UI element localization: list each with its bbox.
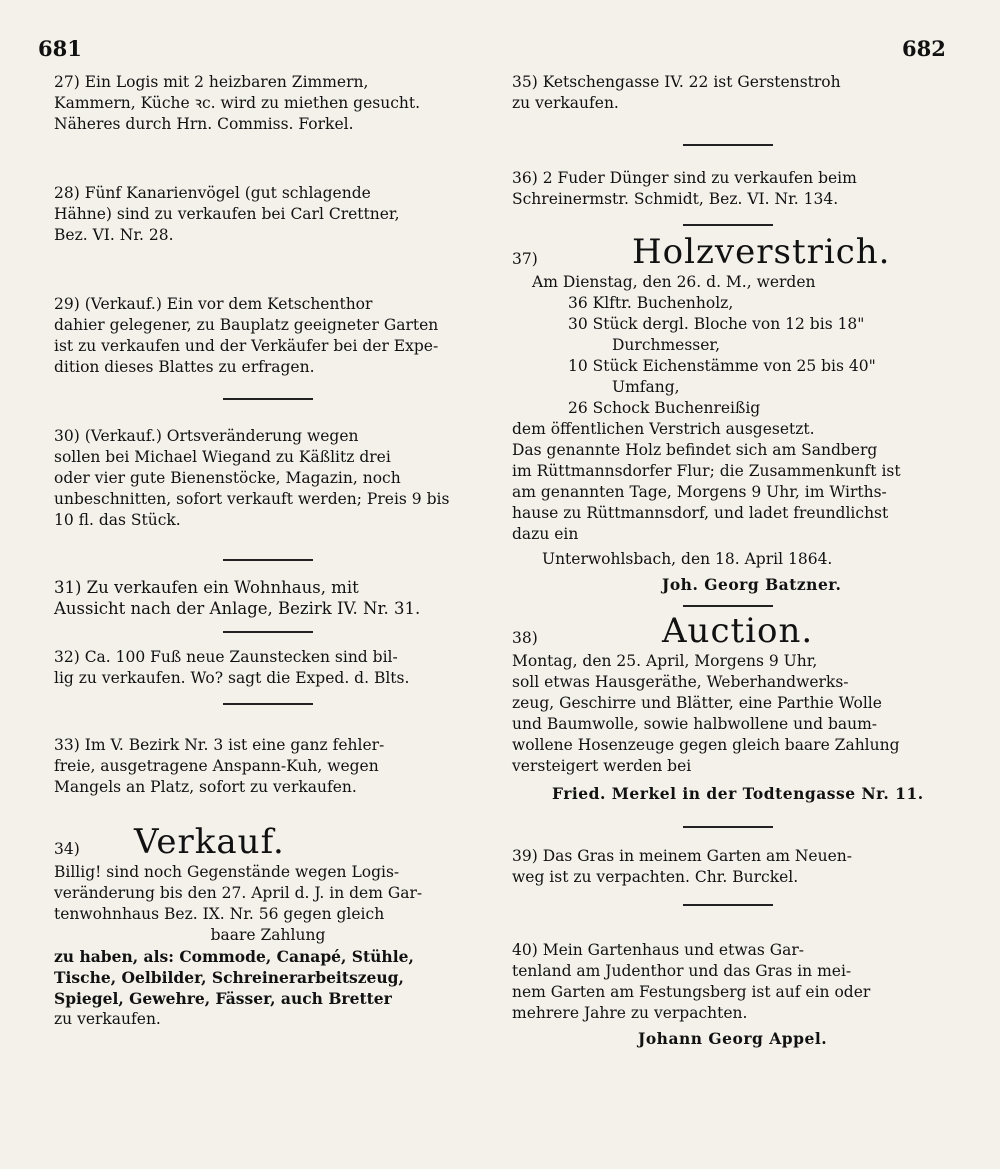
ad-29-line: 29) (Verkauf.) Ein vor dem Ketschenthor: [54, 295, 373, 313]
ad-27-line: Kammern, Küche ꝛc. wird zu miethen gesucht.: [54, 94, 421, 112]
ad-34-line: zu verkaufen.: [54, 1010, 161, 1028]
ad-40-line: nem Garten am Festungsberg ist auf ein oder: [512, 983, 871, 1001]
ad-37-item: Umfang,: [612, 378, 680, 396]
ad-34-line: zu haben, als: Commode, Canapé, Stühle,: [54, 947, 414, 966]
ad-30: [54, 426, 482, 531]
ad-37-line: Das genannte Holz befindet sich am Sandberg: [512, 441, 878, 459]
ad-30-line: 10 fl. das Stück.: [54, 511, 181, 529]
ad-38-line: Montag, den 25. April, Morgens 9 Uhr,: [512, 652, 818, 670]
ad-27: [54, 72, 482, 135]
ad-37-line: hause zu Rüttmannsdorf, und ladet freundlichst: [512, 504, 889, 522]
ad-28: [54, 183, 482, 246]
ad-27-line: Näheres durch Hrn. Commiss. Forkel.: [54, 115, 354, 133]
page-number-left: 681: [38, 36, 82, 61]
ad-29-line: dahier gelegener, zu Bauplatz geeigneter Garten: [54, 316, 439, 334]
ad-38-heading: Auction.: [662, 611, 814, 651]
ad-39: [512, 846, 944, 888]
right-column: [512, 72, 944, 1049]
ad-34-line: Spiegel, Gewehre, Fässer, auch Bretter: [54, 989, 392, 1008]
ad-35-line: 35) Ketschengasse IV. 22 ist Gerstenstroh: [512, 73, 841, 91]
ad-36-line: Schreinermstr. Schmidt, Bez. VI. Nr. 134.: [512, 190, 839, 208]
ad-34-centered: baare Zahlung: [210, 926, 326, 944]
ad-34-line: tenwohnhaus Bez. IX. Nr. 56 gegen gleich: [54, 905, 385, 923]
ad-30-line: oder vier gute Bienenstöcke, Magazin, noch: [54, 469, 401, 487]
ad-37-item: 26 Schock Buchenreißig: [568, 399, 761, 417]
ad-36: [512, 168, 944, 210]
ad-30-line: 30) (Verkauf.) Ortsveränderung wegen: [54, 427, 359, 445]
ad-31-line: Aussicht nach der Anlage, Bezirk IV. Nr. 31.: [54, 599, 421, 618]
ad-33: [54, 735, 482, 798]
ad-34-line: veränderung bis den 27. April d. J. in dem Gar-: [54, 884, 423, 902]
ad-38-signature: Fried. Merkel in der Todtengasse Nr. 11.: [552, 784, 924, 803]
ad-39-line: weg ist zu verpachten. Chr. Burckel.: [512, 868, 799, 886]
ad-27-line: 27) Ein Logis mit 2 heizbaren Zimmern,: [54, 73, 369, 91]
ad-32-line: 32) Ca. 100 Fuß neue Zaunstecken sind bil-: [54, 648, 398, 666]
ad-40-line: tenland am Judenthor und das Gras in mei-: [512, 962, 852, 980]
ad-34-number: 34): [54, 839, 80, 858]
ad-28-line: Hähne) sind zu verkaufen bei Carl Crettner,: [54, 205, 400, 223]
ad-38-line: wollene Hosenzeuge gegen gleich baare Zahlung: [512, 736, 900, 754]
ad-40-line: 40) Mein Gartenhaus und etwas Gar-: [512, 941, 804, 959]
ad-37-heading: Holzverstrich.: [632, 232, 891, 272]
ad-30-line: unbeschnitten, sofort verkauft werden; Preis 9 bis: [54, 490, 450, 508]
ad-34-line: Billig! sind noch Gegenstände wegen Logis-: [54, 863, 400, 881]
ad-32: [54, 647, 482, 689]
ad-40: [512, 940, 944, 1049]
ad-35: [512, 72, 944, 114]
ad-37-line: dem öffentlichen Verstrich ausgesetzt.: [512, 420, 815, 438]
ad-34-line: Tische, Oelbilder, Schreinerarbeitszeug,: [54, 968, 404, 987]
ad-40-line: mehrere Jahre zu verpachten.: [512, 1004, 748, 1022]
ad-36-line: 36) 2 Fuder Dünger sind zu verkaufen beim: [512, 169, 857, 187]
ad-38-line: zeug, Geschirre und Blätter, eine Parthie Wolle: [512, 694, 882, 712]
ad-37-line: am genannten Tage, Morgens 9 Uhr, im Wirths-: [512, 483, 887, 501]
ad-28-line: Bez. VI. Nr. 28.: [54, 226, 174, 244]
ad-33-line: Mangels an Platz, sofort zu verkaufen.: [54, 778, 357, 796]
ad-29: [54, 294, 482, 378]
ad-37-line: dazu ein: [512, 525, 579, 543]
ad-30-line: sollen bei Michael Wiegand zu Käßlitz drei: [54, 448, 391, 466]
ad-29-line: dition dieses Blattes zu erfragen.: [54, 358, 315, 376]
ad-33-line: 33) Im V. Bezirk Nr. 3 ist eine ganz fehler-: [54, 736, 385, 754]
ad-39-line: 39) Das Gras in meinem Garten am Neuen-: [512, 847, 852, 865]
left-column: [54, 72, 482, 1030]
ad-38-line: versteigert werden bei: [512, 757, 692, 775]
ad-32-line: lig zu verkaufen. Wo? sagt die Exped. d. Blts.: [54, 669, 410, 687]
ad-37-intro: Am Dienstag, den 26. d. M., werden: [532, 273, 816, 291]
ad-38: [512, 611, 944, 804]
ad-40-signature: Johann Georg Appel.: [638, 1029, 828, 1048]
ad-28-line: 28) Fünf Kanarienvögel (gut schlagende: [54, 184, 371, 202]
ad-33-line: freie, ausgetragene Anspann-Kuh, wegen: [54, 757, 379, 775]
ad-38-line: soll etwas Hausgeräthe, Weberhandwerks-: [512, 673, 849, 691]
ad-37-line: im Rüttmannsdorfer Flur; die Zusammenkunft ist: [512, 462, 901, 480]
ad-37-place-date: Unterwohlsbach, den 18. April 1864.: [542, 550, 833, 568]
ad-38-line: und Baumwolle, sowie halbwollene und baum-: [512, 715, 878, 733]
ad-34-heading: Verkauf.: [134, 822, 285, 862]
ad-37-number: 37): [512, 249, 538, 268]
ad-37-item: Durchmesser,: [612, 336, 721, 354]
ad-31: [54, 577, 482, 619]
ad-35-line: zu verkaufen.: [512, 94, 619, 112]
ad-37-item: 10 Stück Eichenstämme von 25 bis 40": [568, 357, 876, 375]
ad-37: [512, 232, 944, 595]
ad-29-line: ist zu verkaufen und der Verkäufer bei der Expe-: [54, 337, 439, 355]
ad-37-item: 30 Stück dergl. Bloche von 12 bis 18": [568, 315, 865, 333]
ad-31-line: 31) Zu verkaufen ein Wohnhaus, mit: [54, 578, 359, 597]
ad-34: [54, 822, 482, 1030]
ad-37-signature: Joh. Georg Batzner.: [662, 575, 842, 594]
ad-38-number: 38): [512, 628, 538, 647]
page-number-right: 682: [902, 36, 946, 61]
ad-37-item: 36 Klftr. Buchenholz,: [568, 294, 734, 312]
